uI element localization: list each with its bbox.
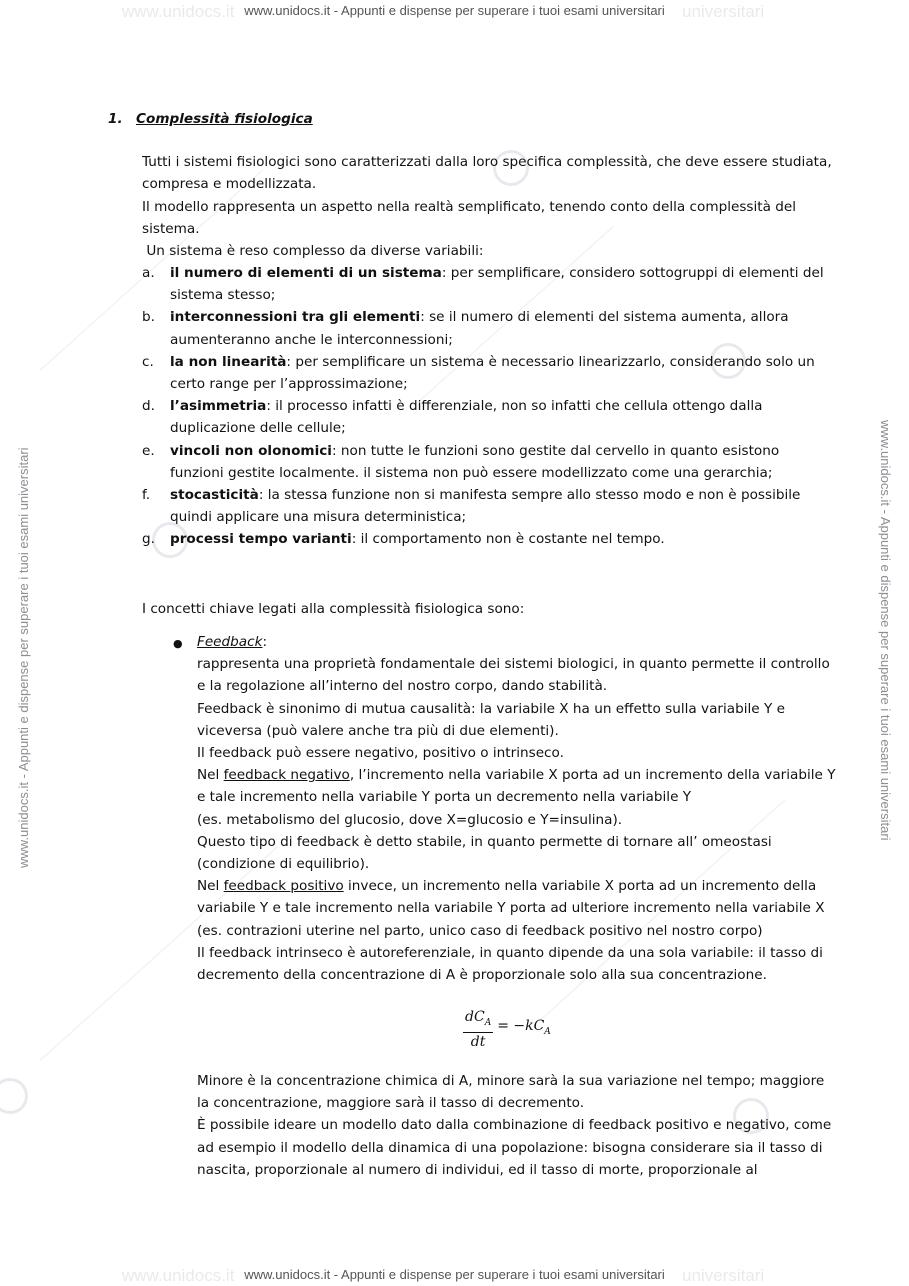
list-letter: c. xyxy=(142,353,154,370)
list-item xyxy=(142,262,832,306)
feedback-title: Feedback xyxy=(197,634,263,650)
list-term: stocasticità xyxy=(170,487,259,504)
text-run: , l’incremento nella variabile X porta ad un incremento della variabile Y e tale incremento nella variabile Y porta un decremento nella variabile Y xyxy=(197,767,836,806)
intrinsic-feedback-paragraph: Il feedback intrinseco è autoreferenziale, in quanto dipende da una sola variabile: il tasso di decremento della concentrazione di A è proporzionale solo alla sua concentrazione. xyxy=(197,944,823,984)
intro-paragraph: Il modello rappresenta un aspetto nella realtà semplificato, tenendo conto della complessità del sistema. xyxy=(142,199,797,238)
section-heading xyxy=(108,108,313,130)
side-watermark-text: www.unidocs.it - Appunti e dispense per superare i tuoi esami universitari xyxy=(878,420,893,841)
stable-feedback-paragraph: Questo tipo di feedback è detto stabile, in quanto permette di tornare all’ omeostasi (condizione di equilibrio). xyxy=(197,833,772,873)
footer-banner: www.unidocs.it - Appunti e dispense per superare i tuoi esami universitari xyxy=(244,1267,665,1282)
list-item xyxy=(142,440,832,484)
feedback-paragraph: rappresenta una proprietà fondamentale dei sistemi biologici, in quanto permette il controllo e la regolazione all’interno del nostro corpo, dando stabilità. xyxy=(197,656,830,695)
concepts-intro: I concetti chiave legati alla complessità fisiologica sono: xyxy=(142,601,525,617)
list-letter: a. xyxy=(142,265,155,281)
ghost-watermark-text: universitari xyxy=(682,2,765,21)
ghost-watermark-text: universitari xyxy=(682,1266,765,1285)
list-item xyxy=(142,351,832,395)
fraction-denominator: dt xyxy=(470,1033,486,1050)
feedback-paragraph: Il feedback può essere negativo, positivo o intrinseco. xyxy=(197,745,564,762)
feedback-section xyxy=(197,631,837,986)
list-item xyxy=(142,395,832,439)
list-term: l’asimmetria xyxy=(170,398,267,415)
list-term: la non linearità xyxy=(170,353,287,370)
negative-feedback-example: (es. metabolismo del glucosio, dove X=glucosio e Y=insulina). xyxy=(197,811,623,828)
list-text: : il comportamento non è costante nel tempo. xyxy=(351,531,665,548)
intro-paragraph: Tutti i sistemi fisiologici sono caratterizzati dalla loro specifica complessità, che deve essere studiata, compresa e modellizzata. xyxy=(142,154,832,193)
list-item xyxy=(142,306,832,350)
list-text: : non tutte le funzioni sono gestite dal cervello in quanto esistono funzioni gestite localmente. il sistema non può essere modellizzato come una gerarchia; xyxy=(170,442,780,481)
list-item xyxy=(142,484,832,528)
list-letter: f. xyxy=(142,487,151,504)
list-term: il numero di elementi di un sistema xyxy=(170,265,442,281)
positive-feedback-paragraph xyxy=(197,875,837,919)
list-term: processi tempo varianti xyxy=(170,531,352,548)
ghost-watermark-text: www.unidocs.it xyxy=(122,1266,235,1285)
section-number: 1. xyxy=(108,111,123,127)
list-letter: b. xyxy=(142,309,155,326)
ghost-watermark-text: www.unidocs.it xyxy=(122,2,235,21)
side-watermark-text: www.unidocs.it - Appunti e dispense per superare i tuoi esami universitari xyxy=(16,447,31,868)
feedback-title-line xyxy=(197,631,837,653)
intro-paragraph: Un sistema è reso complesso da diverse variabili: xyxy=(142,243,484,259)
numerator-subscript: A xyxy=(484,1017,492,1028)
list-term: interconnessioni tra gli elementi xyxy=(170,309,421,326)
section-title: Complessità fisiologica xyxy=(136,111,313,127)
positive-feedback-example: (es. contrazioni uterine nel parto, unico caso di feedback positivo nel nostro corpo) xyxy=(197,922,763,939)
list-term: vincoli non olonomici xyxy=(170,442,332,459)
derivative-fraction xyxy=(463,1008,493,1051)
list-text: : se il numero di elementi del sistema aumenta, allora aumenteranno anche le interconnessioni; xyxy=(170,309,789,348)
list-letter: d. xyxy=(142,398,155,415)
closing-paragraph: Minore è la concentrazione chimica di A, minore sarà la sua variazione nel tempo; maggiore la concentrazione, maggiore sarà il tasso di decremento. xyxy=(197,1073,825,1112)
rhs-text: = −kC xyxy=(497,1018,545,1035)
header-banner: www.unidocs.it - Appunti e dispense per superare i tuoi esami universitari xyxy=(244,3,665,18)
numerator-text: dC xyxy=(465,1009,485,1025)
feedback-paragraph: Feedback è sinonimo di mutua causalità: la variabile X ha un effetto sulla variabile Y e viceversa (può valere anche tra più di due elementi). xyxy=(197,700,785,739)
negative-feedback-paragraph xyxy=(197,764,837,808)
equation-rhs xyxy=(497,1015,551,1043)
list-text: : la stessa funzione non si manifesta sempre allo stesso modo e non è possibile quindi applicare una misura deterministica; xyxy=(170,487,801,526)
text-run: Nel xyxy=(197,767,224,784)
list-text: : per semplificare, considero sottogruppi di elementi del sistema stesso; xyxy=(170,265,824,304)
variables-list xyxy=(142,262,832,551)
bullet-icon: ● xyxy=(173,637,183,650)
list-letter: g. xyxy=(142,531,155,548)
closing-section xyxy=(197,1070,837,1181)
rate-equation xyxy=(463,1008,551,1051)
list-letter: e. xyxy=(142,442,155,459)
text-run: Nel xyxy=(197,878,224,895)
rhs-subscript: A xyxy=(544,1027,551,1038)
feedback-title-colon: : xyxy=(262,634,268,650)
fraction-numerator xyxy=(463,1008,493,1033)
closing-paragraph: È possibile ideare un modello dato dalla combinazione di feedback positivo e negativo, come ad esempio il modello della dinamica di una popolazione: bisogna considerare sia il tasso di nascita, proporzionale al numero di individui, ed il tasso di morte, proporzionale al xyxy=(197,1117,832,1178)
list-item xyxy=(142,528,832,550)
negative-feedback-term: feedback negativo xyxy=(223,767,350,784)
list-text: : per semplificare un sistema è necessario linearizzarlo, considerando solo un certo range per l’approssimazione; xyxy=(170,353,815,393)
list-text: : il processo infatti è differenziale, non so infatti che cellula ottengo dalla duplicazione delle cellule; xyxy=(170,398,763,437)
text-run: invece, un incremento nella variabile X porta ad un incremento della variabile Y e tale incremento nella variabile Y porta ad ulteriore incremento nella variabile X xyxy=(197,878,825,917)
positive-feedback-term: feedback positivo xyxy=(223,878,344,895)
